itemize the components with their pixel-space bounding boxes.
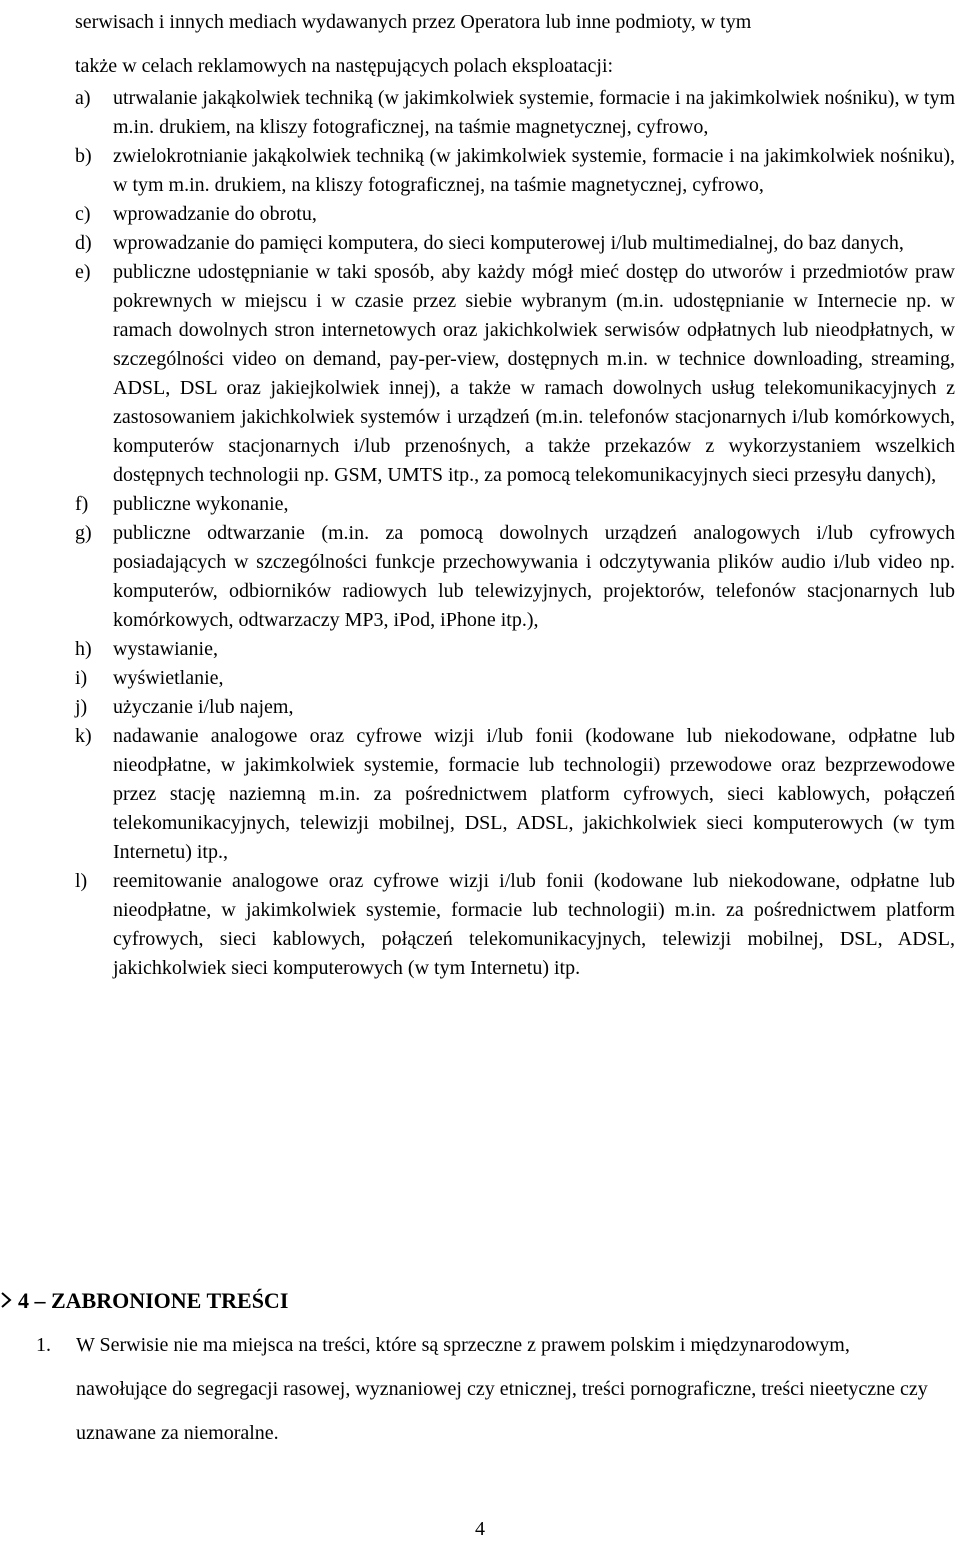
list-item <box>75 664 955 693</box>
list-item-letter: a) <box>75 87 91 109</box>
list-item <box>75 635 955 664</box>
list-item <box>75 722 955 867</box>
point-number: 1. <box>36 1334 51 1356</box>
intro-line: także w celach reklamowych na następujących polach eksploatacji: <box>75 55 614 77</box>
list-item <box>75 200 955 229</box>
list-item-text: reemitowanie analogowe oraz cyfrowe wizji i/lub fonii (kodowane lub niekodowane, odpłatne lub nieodpłatne, w jakimkolwiek systemie, formacie lub technologii) m.in. za pośrednictwem platform cyfrowych, sieci kablowych, połączeń telekomunikacyjnych, telewizji mobilnej, DSL, ADSL, jakichkolwiek sieci komputerowych (w tym Internetu) itp. <box>113 870 955 979</box>
list-item <box>75 84 955 142</box>
list-item <box>75 490 955 519</box>
heading-bullet-icon <box>0 1288 14 1314</box>
list-item <box>75 258 955 490</box>
list-item-text: publiczne odtwarzanie (m.in. za pomocą dowolnych urządzeń analogowych i/lub cyfrowych posiadających w szczególności funkcje przechowywania i odczytywania plików audio i/lub video np. komputerów, odbiorników radiowych lub telewizyjnych, projektorów, telefonów stacjonarnych lub komórkowych, odtwarzaczy MP3, iPod, iPhone itp.), <box>113 522 955 631</box>
list-item-letter: h) <box>75 638 92 660</box>
list-item-letter: e) <box>75 261 91 283</box>
list-item-letter: l) <box>75 870 88 892</box>
list-item-letter: b) <box>75 145 92 167</box>
list-item-text: zwielokrotnianie jakąkolwiek techniką (w jakimkolwiek systemie, formacie i na jakimkolwiek nośniku), w tym m.in. drukiem, na kliszy fotograficznej, na taśmie magnetycznej, cyfrowo, <box>113 145 955 196</box>
list-item <box>75 229 955 258</box>
point-text: W Serwisie nie ma miejsca na treści, które są sprzeczne z prawem polskim i międzynarodowym, nawołujące do segregacji rasowej, wyznaniowej czy etnicznej, treści pornograficzne, treści nieetyczne czy uznawane za niemoralne. <box>76 1334 928 1444</box>
intro-paragraph <box>75 0 955 88</box>
ribbon-bullet-icon <box>0 1292 12 1308</box>
list-item-text: nadawanie analogowe oraz cyfrowe wizji i/lub fonii (kodowane lub niekodowane, odpłatne lub nieodpłatne, w jakimkolwiek systemie, formacie lub technologii) przewodowe oraz bezprzewodowe przez stację naziemną m.in. za pośrednictwem platform cyfrowych, sieci kablowych, połączeń telekomunikacyjnych, telewizji mobilnej, DSL, ADSL, jakichkolwiek sieci komputerowych (w tym Internetu) itp., <box>113 725 955 863</box>
list-item-letter: f) <box>75 493 89 515</box>
list-item-letter: c) <box>75 203 91 225</box>
list-item-text: wprowadzanie do obrotu, <box>113 203 317 225</box>
list-item-text: wystawianie, <box>113 638 218 660</box>
list-item-text: publiczne udostępnianie w taki sposób, aby każdy mógł mieć dostęp do utworów i przedmiotów praw pokrewnych w miejscu i w czasie przez siebie wybranym (m.in. udostępnianie w Internecie np. w ramach dowolnych stron internetowych oraz jakichkolwiek serwisów odpłatnych lub nieodpłatnych, w szczególności video on demand, pay-per-view, dostępnych m.in. w technice downloading, streaming, ADSL, DSL oraz jakiejkolwiek innej), a także w ramach dowolnych usług telekomunikacyjnych z zastosowaniem jakichkolwiek systemów i urządzeń (m.in. telefonów stacjonarnych i/lub komórkowych, komputerów stacjonarnych i/lub przenośnych, a także przekazów z wykorzystaniem wszelkich dostępnych technologii np. GSM, UMTS itp., za pomocą telekomunikacyjnych sieci przesyłu danych), <box>113 261 955 486</box>
section-title: 4 – ZABRONIONE TREŚCI <box>18 1288 289 1313</box>
list-item-text: utrwalanie jakąkolwiek techniką (w jakimkolwiek systemie, formacie i na jakimkolwiek nośniku), w tym m.in. drukiem, na kliszy fotograficznej, na taśmie magnetycznej, cyfrowo, <box>113 87 956 138</box>
list-item-text: publiczne wykonanie, <box>113 493 289 515</box>
list-item <box>75 867 955 983</box>
intro-line: serwisach i innych mediach wydawanych przez Operatora lub inne podmioty, w tym <box>75 11 752 33</box>
list-item-letter: j) <box>75 696 88 718</box>
section-heading <box>0 1288 288 1314</box>
numbered-point <box>36 1323 936 1455</box>
list-item-text: wyświetlanie, <box>113 667 224 689</box>
list-item <box>75 142 955 200</box>
exploitation-fields-list <box>75 84 955 983</box>
list-item <box>75 519 955 635</box>
list-item <box>75 693 955 722</box>
list-item-letter: k) <box>75 725 92 747</box>
list-item-text: użyczanie i/lub najem, <box>113 696 294 718</box>
list-item-letter: i) <box>75 667 88 689</box>
page-number: 4 <box>475 1518 485 1540</box>
list-item-letter: d) <box>75 232 92 254</box>
list-item-text: wprowadzanie do pamięci komputera, do sieci komputerowej i/lub multimedialnej, do baz danych, <box>113 232 904 254</box>
list-item-letter: g) <box>75 522 92 544</box>
